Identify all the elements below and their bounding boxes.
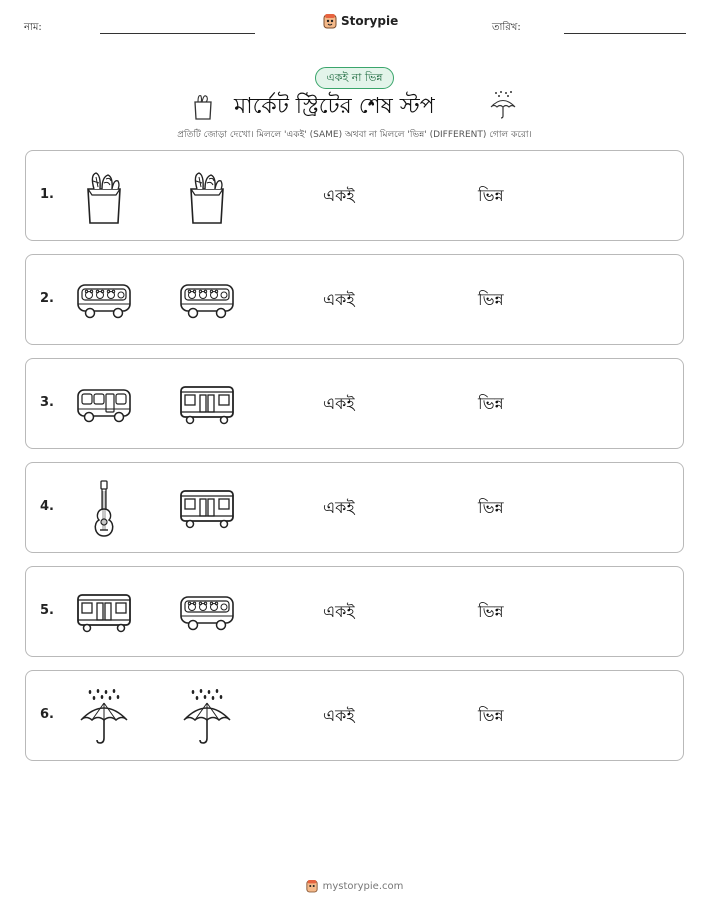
instructions: প্রতিটি জোড়া দেখো। মিললে 'একই' (SAME) অথবা না মিললে 'ভিন্ন' (DIFFERENT) গোল করো। [177,130,532,140]
option-same[interactable]: একই [323,602,355,621]
grocery-bag-icon [72,165,136,229]
grocery-bag-icon [175,165,239,229]
name-line[interactable] [100,33,255,34]
train-icon [175,373,239,437]
storypie-mascot-icon [306,879,318,893]
option-same[interactable]: একই [323,706,355,725]
question-number: 3. [40,395,54,410]
question-card [25,150,684,241]
question-card [25,670,684,761]
footer [0,879,709,893]
name-label: নাম: [24,22,42,33]
animal-bus-icon [175,269,239,333]
date-label: তারিখ: [492,22,521,33]
question-card [25,254,684,345]
train-icon [72,581,136,645]
animal-bus-icon [72,269,136,333]
date-line[interactable] [564,33,686,34]
option-same[interactable]: একই [323,498,355,517]
option-same[interactable]: একই [323,290,355,309]
umbrella-rain-icon [488,90,518,124]
brand-name: Storypie [341,14,399,28]
option-same[interactable]: একই [323,394,355,413]
umbrella-rain-icon [72,685,136,749]
brand-logo [323,13,398,29]
question-number: 1. [40,187,54,202]
option-different[interactable]: ভিন্ন [478,186,504,205]
title-row [0,87,709,125]
question-card [25,462,684,553]
question-number: 6. [40,707,54,722]
bus-icon [72,373,136,437]
activity-badge: একই না ভিন্ন [315,67,394,89]
question-number: 2. [40,291,54,306]
question-number: 5. [40,603,54,618]
question-card [25,566,684,657]
train-icon [175,477,239,541]
option-different[interactable]: ভিন্ন [478,602,504,621]
guitar-icon [72,477,136,541]
animal-bus-icon [175,581,239,645]
umbrella-rain-icon [175,685,239,749]
page-title: মার্কেট স্ট্রিটের শেষ স্টপ [234,94,435,119]
footer-url[interactable]: mystorypie.com [322,880,404,892]
option-different[interactable]: ভিন্ন [478,498,504,517]
storypie-mascot-icon [323,13,337,29]
option-same[interactable]: একই [323,186,355,205]
question-number: 4. [40,499,54,514]
option-different[interactable]: ভিন্ন [478,290,504,309]
option-different[interactable]: ভিন্ন [478,706,504,725]
grocery-bag-icon [192,92,214,124]
question-card [25,358,684,449]
option-different[interactable]: ভিন্ন [478,394,504,413]
